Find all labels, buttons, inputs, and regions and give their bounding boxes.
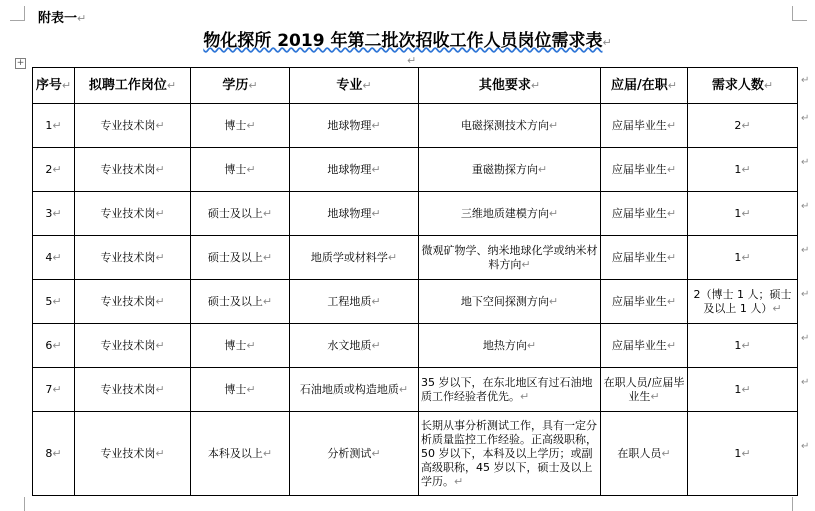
cell-major: 地球物理↵	[290, 104, 419, 148]
cell-major: 工程地质↵	[290, 280, 419, 324]
cell-post: 专业技术岗↵	[75, 236, 191, 280]
cell-status: 应届毕业生↵	[601, 148, 688, 192]
header-count: 需求人数↵	[688, 68, 798, 104]
cell-major: 石油地质或构造地质↵	[290, 368, 419, 412]
cell-education: 博士↵	[191, 368, 290, 412]
cell-post: 专业技术岗↵	[75, 368, 191, 412]
cell-requirements: 35 岁以下，在东北地区有过石油地质工作经验者优先。↵	[419, 368, 601, 412]
cell-no: 3↵	[33, 192, 75, 236]
cell-count: 1↵	[688, 324, 798, 368]
row-end-mark: ↵	[801, 113, 810, 124]
cell-status: 应届毕业生↵	[601, 192, 688, 236]
cell-count: 2（博士 1 人；硕士及以上 1 人）↵	[688, 280, 798, 324]
cell-post: 专业技术岗↵	[75, 104, 191, 148]
cell-post: 专业技术岗↵	[75, 148, 191, 192]
cell-no: 6↵	[33, 324, 75, 368]
cell-major: 地球物理↵	[290, 148, 419, 192]
table-row	[33, 236, 798, 280]
cell-count: 1↵	[688, 148, 798, 192]
cell-major: 分析测试↵	[290, 412, 419, 496]
row-end-mark: ↵	[801, 333, 810, 344]
table-row	[33, 192, 798, 236]
cell-status: 应届毕业生↵	[601, 324, 688, 368]
cell-education: 博士↵	[191, 104, 290, 148]
cell-post: 专业技术岗↵	[75, 412, 191, 496]
cell-major: 地质学或材料学↵	[290, 236, 419, 280]
position-table	[32, 67, 798, 496]
cell-count: 1↵	[688, 192, 798, 236]
cell-requirements: 电磁探测技术方向↵	[419, 104, 601, 148]
cell-status: 在职人员↵	[601, 412, 688, 496]
cell-education: 本科及以上↵	[191, 412, 290, 496]
cell-no: 1↵	[33, 104, 75, 148]
crop-mark-top-left	[10, 6, 25, 21]
cell-no: 8↵	[33, 412, 75, 496]
cell-requirements: 三维地质建模方向↵	[419, 192, 601, 236]
page-title	[0, 26, 815, 51]
row-end-mark: ↵	[801, 441, 810, 452]
row-end-mark: ↵	[801, 157, 810, 168]
paragraph-mark: ↵	[407, 54, 417, 67]
cell-status: 应届毕业生↵	[601, 104, 688, 148]
cell-education: 博士↵	[191, 324, 290, 368]
row-end-mark: ↵	[801, 75, 810, 86]
cell-education: 硕士及以上↵	[191, 236, 290, 280]
table-move-handle-icon[interactable]: +	[16, 58, 25, 68]
cell-requirements: 地下空间探测方向↵	[419, 280, 601, 324]
row-end-mark: ↵	[801, 201, 810, 212]
cell-status: 应届毕业生↵	[601, 280, 688, 324]
cell-post: 专业技术岗↵	[75, 192, 191, 236]
cell-education: 博士↵	[191, 148, 290, 192]
cell-count: 2↵	[688, 104, 798, 148]
table-header-row	[33, 68, 798, 104]
title-text: 物化探所 2019 年第二批次招收工作人员岗位需求表	[203, 31, 603, 51]
cell-requirements: 地热方向↵	[419, 324, 601, 368]
cell-count: 1↵	[688, 368, 798, 412]
cell-no: 5↵	[33, 280, 75, 324]
cell-major: 地球物理↵	[290, 192, 419, 236]
cell-post: 专业技术岗↵	[75, 280, 191, 324]
cell-requirements: 重磁勘探方向↵	[419, 148, 601, 192]
cell-count: 1↵	[688, 412, 798, 496]
table-row	[33, 148, 798, 192]
cell-status: 在职人员/应届毕业生↵	[601, 368, 688, 412]
row-end-mark: ↵	[801, 245, 810, 256]
attachment-label: 附表一↵	[38, 11, 87, 26]
header-requirements: 其他要求↵	[419, 68, 601, 104]
cell-no: 4↵	[33, 236, 75, 280]
table-row	[33, 280, 798, 324]
header-post: 拟聘工作岗位↵	[75, 68, 191, 104]
cell-count: 1↵	[688, 236, 798, 280]
table-row	[33, 104, 798, 148]
cell-major: 水文地质↵	[290, 324, 419, 368]
table-row	[33, 412, 798, 496]
row-end-mark: ↵	[801, 289, 810, 300]
cell-education: 硕士及以上↵	[191, 280, 290, 324]
paragraph-mark: ↵	[602, 36, 612, 49]
cell-requirements: 长期从事分析测试工作，具有一定分析质量监控工作经验。正高级职称，50 岁以下，本科及以上学历；或副高级职称，45 岁以下，硕士及以上学历。↵	[419, 412, 601, 496]
cell-no: 7↵	[33, 368, 75, 412]
crop-mark-top-right	[792, 6, 807, 21]
header-major: 专业↵	[290, 68, 419, 104]
table-row	[33, 324, 798, 368]
cell-status: 应届毕业生↵	[601, 236, 688, 280]
row-end-mark: ↵	[801, 377, 810, 388]
cell-no: 2↵	[33, 148, 75, 192]
cell-education: 硕士及以上↵	[191, 192, 290, 236]
header-education: 学历↵	[191, 68, 290, 104]
table-row	[33, 368, 798, 412]
cell-requirements: 微观矿物学、纳米地球化学或纳米材料方向↵	[419, 236, 601, 280]
header-status: 应届/在职↵	[601, 68, 688, 104]
cell-post: 专业技术岗↵	[75, 324, 191, 368]
header-no: 序号↵	[33, 68, 75, 104]
paragraph-mark: ↵	[77, 12, 87, 25]
